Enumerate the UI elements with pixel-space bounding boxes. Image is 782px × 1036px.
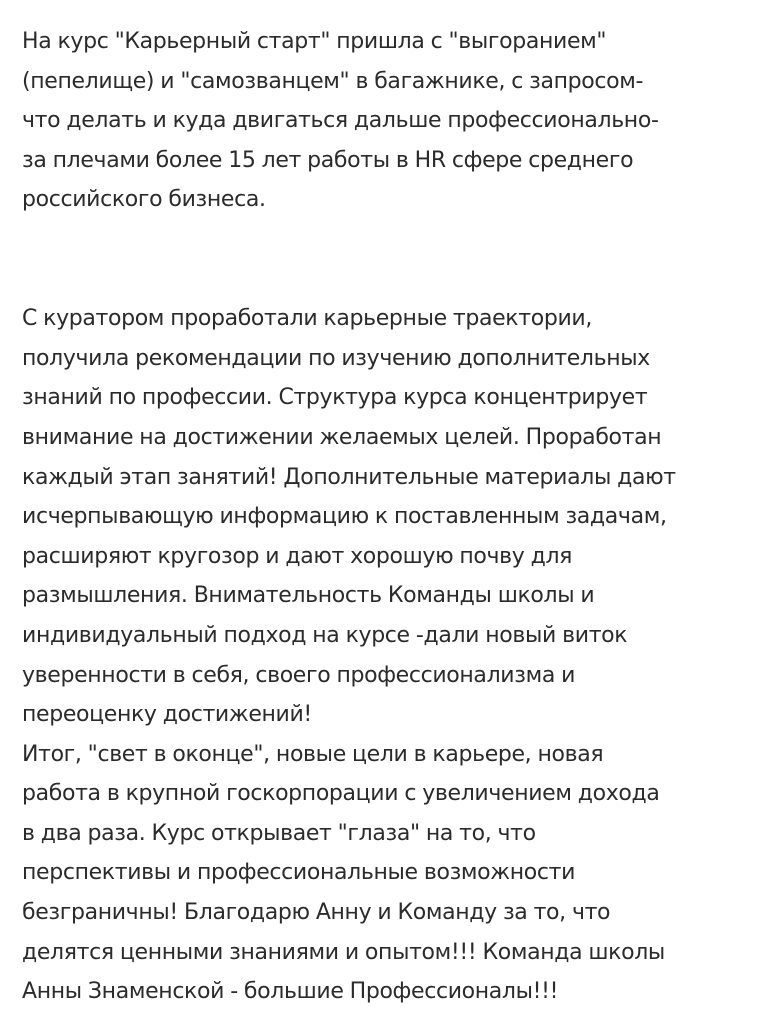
text-line: каждый этап занятий! Дополнительные материалы дают (22, 464, 676, 490)
text-line: работа в крупной госкорпорации с увеличением дохода (22, 781, 660, 807)
review-paragraph-3 (22, 735, 762, 1012)
text-line: Итог, "свет в оконце", новые цели в карьере, новая (22, 741, 604, 767)
text-line: исчерпывающую информацию к поставленным задачам, (22, 504, 667, 530)
review-paragraph-1 (22, 22, 762, 220)
text-line: что делать и куда двигаться дальше профессионально- (22, 108, 659, 134)
text-line: (пепелище) и "самозванцем" в багажнике, с запросом- (22, 68, 644, 94)
text-line: в два раза. Курс открывает "глаза" на то, что (22, 820, 536, 846)
text-line: делятся ценными знаниями и опытом!!! Команда школы (22, 939, 665, 965)
text-line: Анны Знаменской - большие Профессионалы!!! (22, 979, 559, 1005)
text-line: российского бизнеса. (22, 187, 266, 213)
review-text (22, 22, 762, 1012)
text-line: С куратором проработали карьерные траектории, (22, 306, 592, 332)
text-line: за плечами более 15 лет работы в HR сфере среднего (22, 147, 634, 173)
text-line: перспективы и профессиональные возможности (22, 860, 576, 886)
text-line: безграничны! Благодарю Анну и Команду за то, что (22, 900, 611, 926)
text-line: внимание на достижении желаемых целей. Проработан (22, 424, 662, 450)
review-paragraph-2 (22, 299, 762, 735)
paragraph-spacer (22, 220, 762, 299)
text-line: размышления. Внимательность Команды школы и (22, 583, 595, 609)
text-line: уверенности в себя, своего профессионализма и (22, 662, 576, 688)
text-line: расширяют кругозор и дают хорошую почву для (22, 543, 573, 569)
text-line: знаний по профессии. Структура курса концентрирует (22, 385, 648, 411)
text-line: На курс "Карьерный старт" пришла с "выгоранием" (22, 29, 607, 54)
text-line: переоценку достижений! (22, 702, 312, 728)
text-line: получила рекомендации по изучению дополнительных (22, 345, 650, 371)
text-line: индивидуальный подход на курсе -дали новый виток (22, 622, 628, 648)
